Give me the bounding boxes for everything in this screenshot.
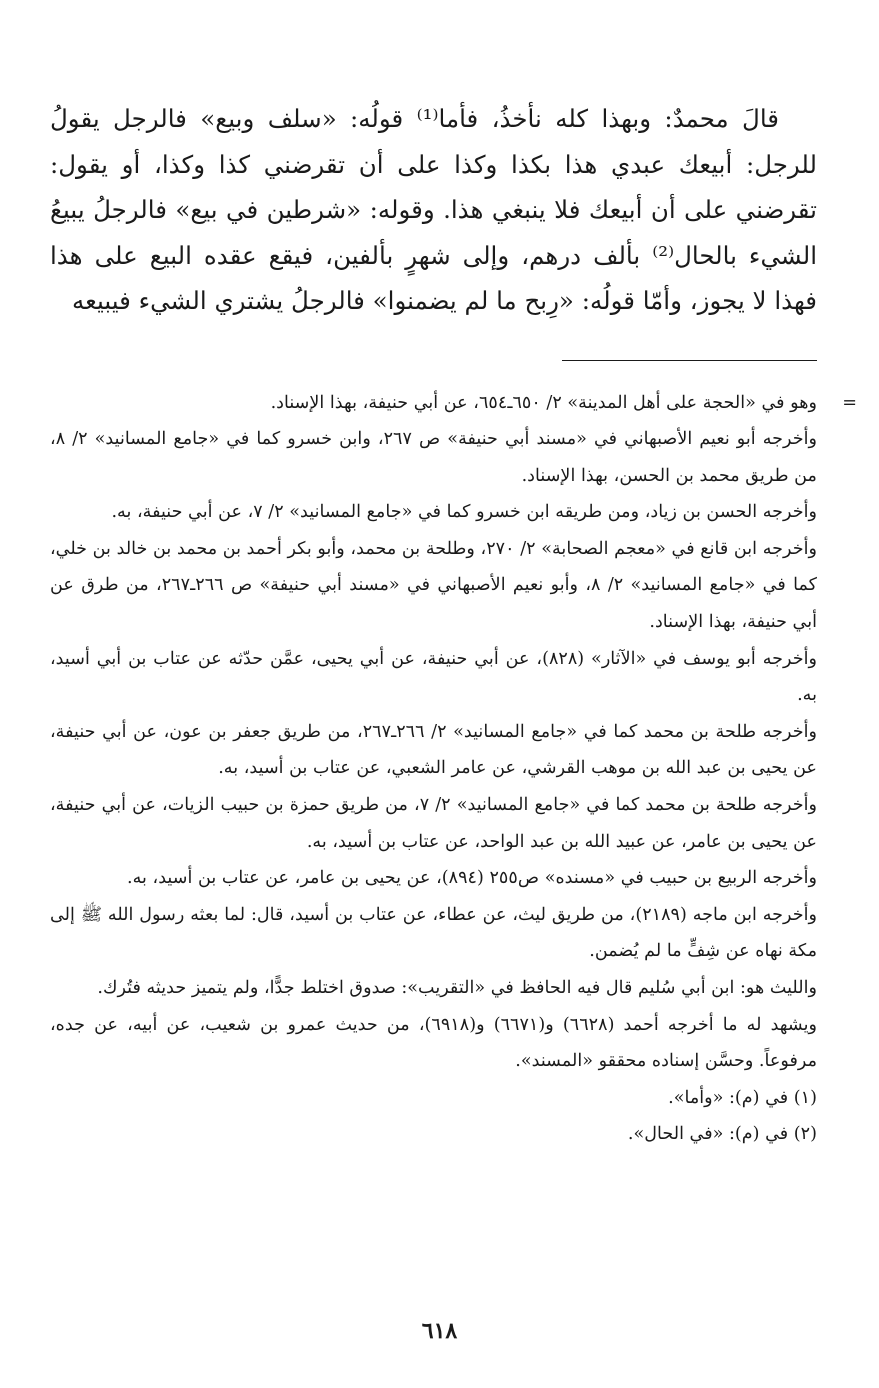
footnote-2: (٢) في (م): «في الحال». bbox=[627, 1124, 817, 1145]
note-paragraph: والليث هو: ابن أبي سُليم قال فيه الحافظ في «التقريب»: صدوق اختلط جدًّا، ولم يتميز حديثه فتُرك. bbox=[97, 978, 817, 998]
note-paragraph: وأخرجه طلحة بن محمد كما في «جامع المسانيد» ٢/ ٢٦٦ـ٢٦٧، من طريق جعفر بن عون، عن أبي حنيفة، عن يحيى بن عبد الله بن موهب القرشي، عن عامر الشعبي، عن عتاب بن أسيد، به. bbox=[50, 721, 817, 779]
note-paragraph: ويشهد له ما أخرجه أحمد (٦٦٢٨) و(٦٦٧١) و(٦٩١٨)، من حديث عمرو بن شعيب، عن أبيه، عن جده، مرفوعاً. وحسَّن إسناده محققو «المسند». bbox=[50, 1014, 818, 1072]
continuation-mark: = bbox=[842, 392, 857, 413]
note-paragraph: وأخرجه الحسن بن زياد، ومن طريقه ابن خسرو كما في «جامع المسانيد» ٢/ ٧، عن أبي حنيفة، به. bbox=[111, 502, 817, 523]
main-paragraph: قالَ محمدٌ: وبهذا كله نأخذُ، فأما⁽¹⁾ قولُه: «سلف وبيع» فالرجل يقولُ للرجل: أبيعك عبدي هذا بكذا وكذا على أن تقرضني كذا وكذا، أو يقول: تقرضني على أن أبيعك فلا ينبغي هذا. وقوله: «شرطين في بيع» فالرجلُ يبيعُ الشيء بالحال⁽²⁾ بألف درهم، وإلى شهرٍ بألفين، فيقع عقده البيع على هذا فهذا لا يجوز، وأمّا قولُه: «رِبح ما لم يضمنوا» فالرجلُ يشتري الشيء فيبيعه bbox=[50, 104, 817, 315]
note-paragraph: وأخرجه طلحة بن محمد كما في «جامع المسانيد» ٢/ ٧، من طريق حمزة بن حبيب الزيات، عن أبي حنيفة، عن يحيى بن عامر، عن عبيد الله بن عبد الواحد، عن عتاب بن أسيد، به. bbox=[50, 795, 817, 852]
note-paragraph: وأخرجه الربيع بن حبيب في «مسنده» ص٢٥٥ (٨٩٤)، عن يحيى بن عامر، عن عتاب بن أسيد، به. bbox=[127, 868, 817, 889]
footnote-1: (١) في (م): «وأما». bbox=[668, 1087, 817, 1108]
note-paragraph: وأخرجه ابن قانع في «معجم الصحابة» ٢/ ٢٧٠، وطلحة بن محمد، وأبو بكر أحمد بن محمد بن خالد بن خلي، كما في «جامع المسانيد» ٢/ ٨، وأبو نعيم الأصبهاني في «مسند أبي حنيفة» ص ٢٦٦ـ٢٦٧، من طرق عن أبي حنيفة، بهذا الإسناد. bbox=[50, 538, 817, 633]
footnote-separator bbox=[562, 360, 817, 361]
note-paragraph: وأخرجه أبو يوسف في «الآثار» (٨٢٨)، عن أبي حنيفة، عن أبي يحيى، عمَّن حدّثه عن عتاب بن أبي أسيد، به. bbox=[50, 648, 817, 706]
note-paragraph: وأخرجه أبو نعيم الأصبهاني في «مسند أبي حنيفة» ص ٢٦٧، وابن خسرو كما في «جامع المسانيد» ٢/ ٨، من طريق محمد بن الحسن، بهذا الإسناد. bbox=[50, 429, 817, 486]
note-paragraph: وهو في «الحجة على أهل المدينة» ٢/ ٦٥٠ـ٦٥٤، عن أبي حنيفة، بهذا الإسناد. bbox=[270, 392, 817, 413]
note-paragraph: وأخرجه ابن ماجه (٢١٨٩)، من طريق ليث، عن عطاء، عن عتاب بن أسيد، قال: لما بعثه رسول الله ﷺ إلى مكة نهاه عن شِفٍّ ما لم يُضمن. bbox=[50, 904, 817, 962]
main-text-block bbox=[50, 96, 817, 324]
notes-block bbox=[50, 385, 857, 1153]
page-number: ٦١٨ bbox=[421, 1318, 458, 1344]
